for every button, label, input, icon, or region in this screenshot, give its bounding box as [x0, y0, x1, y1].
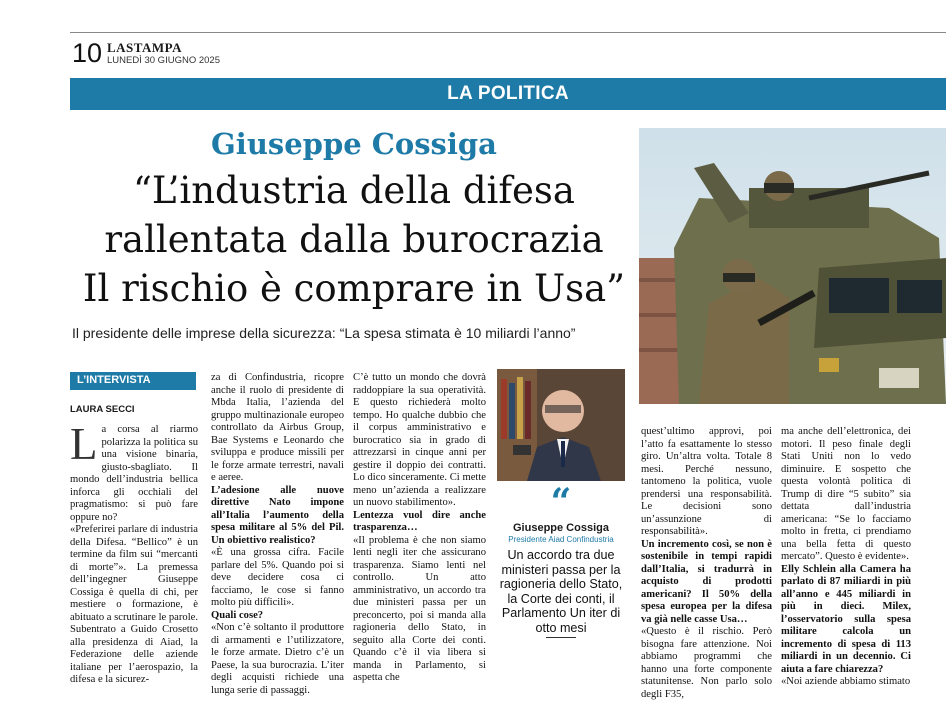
article-column-4: [641, 426, 772, 701]
photo-illustration: [639, 128, 946, 404]
interview-question: Quali cose?: [211, 609, 264, 621]
article-speaker: Giuseppe Cossiga: [211, 127, 497, 161]
article-column-5: [781, 426, 911, 689]
body-paragraph: za di Confindustria, ricopre anche il ruolo di presidente di Mbda Italia, l’azienda del gruppo multinazionale europeo controllato da Airbus Group, Bae Systems e Leonardo che sviluppa e produce missili per le forze armate terrestri, navali e aeree.: [211, 372, 344, 483]
article-column-1: [70, 419, 198, 687]
drop-cap: L: [70, 419, 98, 469]
interview-answer: «È una grossa cifra. Facile parlare del 5%. Quando poi si deve decidere cosa ci facciamo, le cose si fanno molto più difficili».: [211, 547, 344, 608]
interview-answer: «Non c’è soltanto il produttore di armamenti e l’utilizzatore, le forze armate. Dietro c’è un Paese, la sua burocrazia. L’iter degli acquisti richiede una lunga serie di passaggi.: [211, 622, 344, 696]
top-rule: [70, 32, 946, 33]
headline-line: Il rischio è comprare in Usa”: [82, 267, 626, 310]
headline: [70, 166, 638, 313]
pull-quote: Un accordo tra due ministeri passa per la ragioneria dello Stato, la Corte dei conti, il Parlamento Un iter di otto mesi: [499, 548, 623, 635]
byline: LAURA SECCI: [70, 404, 135, 415]
quote-speaker-role: Presidente Aiad Confindustria: [508, 535, 614, 544]
headline-line: rallentata dalla burocrazia: [104, 218, 604, 261]
interview-answer: «Il problema è che non siamo lenti negli iter che assicurano trasparenza. Siamo lenti nel controllo. Un atto amministrativo, un accordo tra due ministeri passa per un preconcerto, poi si manda alla ragioneria dello Stato, in seguito alla Corte dei conti. Quando c’è il via libera si manda in Parlamento, si aspetta che: [353, 534, 486, 683]
article-column-2: [211, 372, 344, 697]
interview-question: Elly Schlein alla Camera ha parlato di 87 miliardi in più all’anno e 445 miliardi in più in dieci. Milex, l’osservatorio sulla spesa militare calcola un incremento di spesa di 113 miliardi in un decennio. Ci aiuta a fare chiarezza?: [781, 563, 911, 675]
portrait-photo: [497, 369, 625, 481]
lead-paragraph: a corsa al riarmo polarizza la politica su una visione binaria, giusto-sbagliato. Il mondo dell’industria bellica inforca gli occhiali del pragmatismo: si può fare oppure no?: [70, 424, 198, 523]
issue-date: LUNEDÌ 30 GIUGNO 2025: [107, 55, 220, 66]
headline-line: “L’industria della difesa: [133, 169, 575, 212]
interview-question: Un incremento così, se non è sostenibile in tempi rapidi dall’Italia, si tradurrà in acquisto di prodotti americani? Il 50% della spesa europea per la difesa va già nelle casse Usa…: [641, 538, 772, 625]
portrait-illustration: [497, 369, 625, 481]
body-paragraph: quest’ultimo approvi, poi l’atto fa esattamente lo stesso giro. Un’altra volta. Totale 8 mesi. Perché nessuno, tantomeno la politica, vuole prendersi una responsabilità. Le decisioni sono un’assunzione di responsabilità».: [641, 426, 772, 537]
interview-tag: [70, 372, 196, 390]
body-paragraph: «Preferirei parlare di industria della Difesa. “Bellico” è un termine da film sui “mercanti di morte”». La premessa dell’ingegner Giuseppe Cossiga è quella di chi, per mestiere o formazione, è abituato a scrutinare le parole. Subentrato a Guido Crosetto alla presidenza di Aiad, la Federazione delle aziende italiane per l’aerospazio, la difesa e la sicurez-: [70, 524, 198, 685]
section-banner: [70, 78, 946, 110]
quote-divider: [546, 637, 576, 638]
interview-answer: «Questo è il rischio. Però bisogna fare attenzione. Noi abbiamo programmi che hanno una forte componente statunitense. Non parlo solo degli F35,: [641, 626, 772, 700]
section-title: LA POLITICA: [447, 83, 569, 104]
quote-speaker-name: Giuseppe Cossiga: [513, 522, 609, 534]
interview-tag-label: L’INTERVISTA: [77, 374, 151, 386]
article-column-3: [353, 372, 486, 685]
quote-mark-icon: “: [550, 481, 572, 523]
body-paragraph: C’è tutto un mondo che dovrà raddoppiare la sua operatività. E questo richiederà molto tempo. Ho qualche dubbio che il corpus amministrativo e burocratico sia in grado di attrezzarsi in cinque anni per gestire il doppio dei contratti. Lo dico sinceramente. Ci mette meno un’azienda a realizzare un nuovo stabilimento».: [353, 372, 486, 508]
military-vehicle-photo: [639, 128, 946, 404]
body-paragraph: ma anche dell’elettronica, dei motori. Il peso finale degli Stati Uniti non lo vedo diminuire. E sospetto che questa volontà politica di Trump di dire “5 subito” sia dettata dall’industria americana: “Se lo facciamo molto in fretta, ci prendiamo una bella fetta di questo mercato”. Questo è evidente».: [781, 426, 911, 562]
page-number: 10: [72, 38, 103, 68]
interview-question: L’adesione alle nuove direttive Nato impone all’Italia l’aumento della spesa militare al 5% del Pil. Un obiettivo realistico?: [211, 484, 344, 546]
masthead: LASTAMPA: [107, 40, 183, 55]
subheadline: Il presidente delle imprese della sicurezza: “La spesa stimata è 10 miliardi l’anno”: [72, 325, 576, 341]
interview-answer: «Noi aziende abbiamo stimato: [781, 676, 911, 687]
interview-question: Lentezza vuol dire anche trasparenza…: [353, 509, 486, 533]
